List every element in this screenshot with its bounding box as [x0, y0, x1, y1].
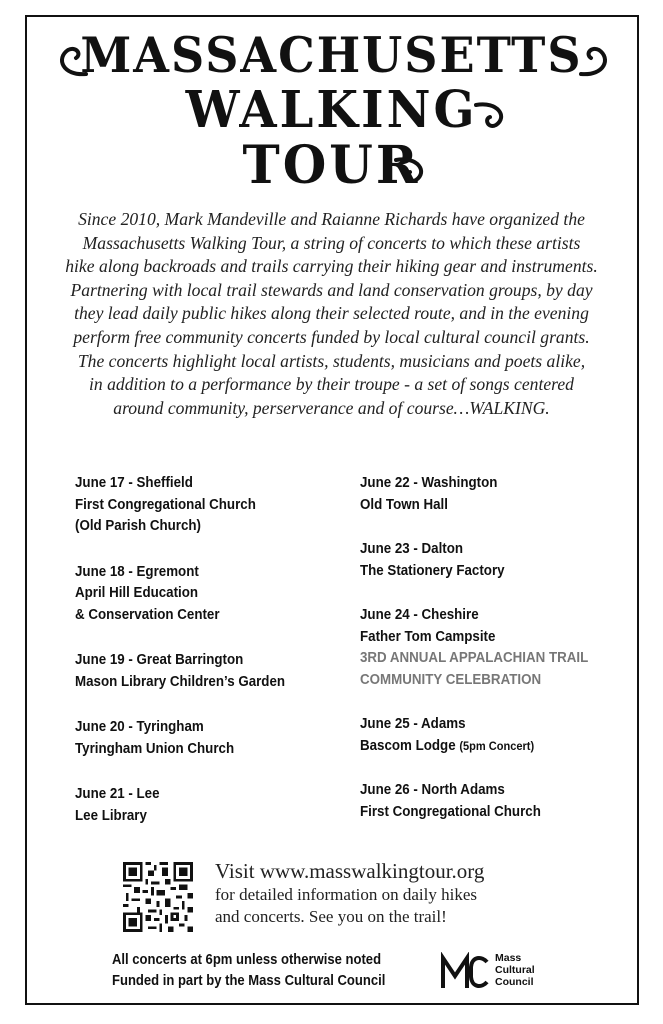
intro-line: Partnering with local trail stewards and land conservation groups, by day — [70, 279, 593, 300]
event-date: June 21 - Lee — [75, 786, 160, 802]
event-venue: Old Town Hall — [360, 496, 448, 513]
event-venue: Bascom Lodge — [360, 737, 456, 754]
visit-info — [215, 858, 484, 928]
event-venue: The Stationery Factory — [360, 562, 505, 579]
swirl-ornament-walking — [472, 95, 512, 135]
event-june-21 — [75, 784, 285, 827]
event-venue-detail: & Conservation Center — [75, 606, 220, 623]
event-date: June 18 - Egremont — [75, 563, 199, 580]
intro-line: they lead daily public hikes along their selected route, and in the evening — [74, 303, 589, 324]
event-date: June 24 - Cheshire — [360, 607, 479, 623]
event-date: June 26 - North Adams — [360, 782, 505, 798]
event-time-note: (5pm Concert) — [459, 738, 535, 753]
intro-line: Since 2010, Mark Mandeville and Raianne Richards have organized the — [78, 209, 585, 229]
mass-cultural-council-wordmark — [495, 952, 535, 988]
logo-text-line: Mass — [495, 952, 522, 964]
event-venue: First Congregational Church — [360, 803, 541, 820]
mass-cultural-council-logo — [440, 952, 490, 992]
event-date: June 19 - Great Barrington — [75, 652, 244, 668]
intro-line: perform free community concerts funded by local cultural council grants. — [73, 326, 590, 347]
event-june-25 — [360, 714, 588, 757]
event-june-17 — [75, 473, 285, 538]
event-note: 3RD ANNUAL APPALACHIAN TRAIL — [360, 650, 589, 666]
event-venue: Tyringham Union Church — [75, 740, 235, 757]
event-june-26 — [360, 780, 588, 823]
website-link[interactable]: Visit www.masswalkingtour.org — [215, 859, 485, 883]
event-venue-detail: (Old Parish Church) — [75, 518, 202, 534]
visit-detail-line: for detailed information on daily hikes — [215, 885, 478, 904]
intro-line: in addition to a performance by their troupe - a set of songs centered — [89, 374, 574, 395]
logo-text-line: Cultural — [495, 964, 535, 976]
concert-time-note: All concerts at 6pm unless otherwise noted — [112, 952, 382, 968]
event-venue: April Hill Education — [75, 585, 199, 601]
event-date: June 23 - Dalton — [360, 541, 464, 557]
event-june-18 — [75, 562, 285, 627]
event-venue-line — [360, 736, 588, 758]
intro-line: hike along backroads and trails carrying their hiking gear and instruments. — [65, 256, 598, 277]
intro-line: Massachusetts Walking Tour, a string of concerts to which these artists — [82, 232, 581, 253]
title-line-3: TOUR — [242, 133, 421, 196]
event-venue: First Congregational Church — [75, 496, 256, 513]
event-date: June 20 - Tyringham — [75, 719, 204, 735]
event-june-20 — [75, 717, 285, 760]
event-june-22 — [360, 473, 588, 516]
event-venue: Mason Library Children’s Garden — [75, 673, 286, 690]
logo-text-line: Council — [495, 976, 534, 988]
swirl-ornament-left — [52, 40, 92, 80]
event-june-24 — [360, 605, 588, 691]
event-june-23 — [360, 539, 588, 582]
event-date: June 25 - Adams — [360, 716, 466, 732]
title-line-2: WALKING — [185, 80, 478, 140]
visit-detail-line: and concerts. See you on the trail! — [215, 907, 447, 926]
footer-notes — [112, 950, 385, 992]
title-line-1: MASSACHUSETTS — [80, 26, 583, 84]
event-venue: Lee Library — [75, 807, 147, 824]
intro-line: around community, perserverance and of course…WALKING. — [113, 397, 550, 418]
event-date: June 22 - Washington — [360, 475, 498, 491]
event-venue: Father Tom Campsite — [360, 628, 496, 645]
schedule-left-column — [75, 473, 285, 827]
swirl-ornament-tour — [392, 150, 432, 190]
intro-paragraph — [48, 208, 615, 420]
event-date: June 17 - Sheffield — [75, 475, 193, 491]
event-june-19 — [75, 650, 285, 693]
intro-line: The concerts highlight local artists, students, musicians and poets alike, — [77, 350, 586, 371]
funding-note: Funded in part by the Mass Cultural Council — [112, 973, 386, 989]
event-note: COMMUNITY CELEBRATION — [360, 671, 542, 688]
swirl-ornament-right — [575, 40, 615, 80]
qr-code-icon[interactable] — [123, 862, 193, 932]
schedule-right-column — [360, 473, 588, 823]
